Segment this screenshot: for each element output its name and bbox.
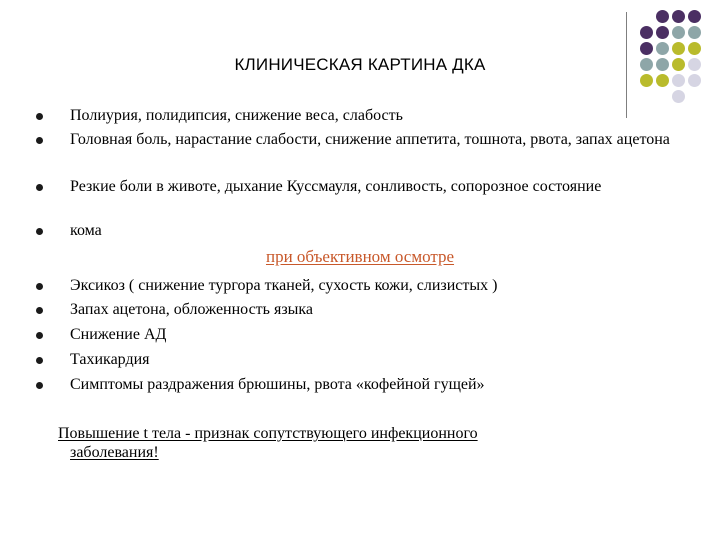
decorative-dot bbox=[656, 26, 669, 39]
exam-subheading: при объективном осмотре bbox=[265, 247, 455, 266]
fever-note-line1: Повышение t тела - признак сопутствующего инфекционного bbox=[58, 425, 478, 442]
list-item: Тахикардия bbox=[70, 351, 700, 369]
fever-note-line2: заболевания! bbox=[70, 444, 159, 461]
bullet-icon bbox=[36, 307, 43, 314]
decorative-dot bbox=[672, 90, 685, 103]
decorative-dot bbox=[688, 10, 701, 23]
list-item: Симптомы раздражения брюшины, рвота «кофейной гущей» bbox=[70, 376, 700, 394]
list-item: кома bbox=[70, 222, 700, 240]
decorative-dot bbox=[656, 42, 669, 55]
list-item: Эксикоз ( снижение тургора тканей, сухость кожи, слизистых ) bbox=[70, 277, 700, 295]
bullet-icon bbox=[36, 184, 43, 191]
decorative-dot bbox=[672, 10, 685, 23]
decorative-dot bbox=[640, 42, 653, 55]
decorative-dot bbox=[688, 26, 701, 39]
bullet-icon bbox=[36, 113, 43, 120]
decorative-dot bbox=[672, 74, 685, 87]
bullet-icon bbox=[36, 382, 43, 389]
decorative-dot bbox=[688, 74, 701, 87]
list-item: Снижение АД bbox=[70, 326, 700, 344]
decorative-dot bbox=[656, 10, 669, 23]
decorative-dot bbox=[672, 26, 685, 39]
slide-title: КЛИНИЧЕСКАЯ КАРТИНА ДКА bbox=[234, 55, 486, 74]
decorative-dot bbox=[640, 74, 653, 87]
bullet-icon bbox=[36, 228, 43, 235]
decorative-dot bbox=[656, 74, 669, 87]
list-item: Головная боль, нарастание слабости, снижение аппетита, тошнота, рвота, запах ацетона bbox=[70, 131, 685, 149]
decorative-dot bbox=[688, 42, 701, 55]
fever-note bbox=[58, 424, 618, 462]
list-item: Полиурия, полидипсия, снижение веса, слабость bbox=[70, 107, 700, 125]
decorative-dot bbox=[672, 42, 685, 55]
list-item: Запах ацетона, обложенность языка bbox=[70, 301, 700, 319]
decorative-dot bbox=[640, 26, 653, 39]
bullet-icon bbox=[36, 283, 43, 290]
bullet-icon bbox=[36, 357, 43, 364]
bullet-icon bbox=[36, 137, 43, 144]
list-item: Резкие боли в животе, дыхание Куссмауля, сонливость, сопорозное состояние bbox=[70, 178, 630, 196]
bullet-icon bbox=[36, 332, 43, 339]
